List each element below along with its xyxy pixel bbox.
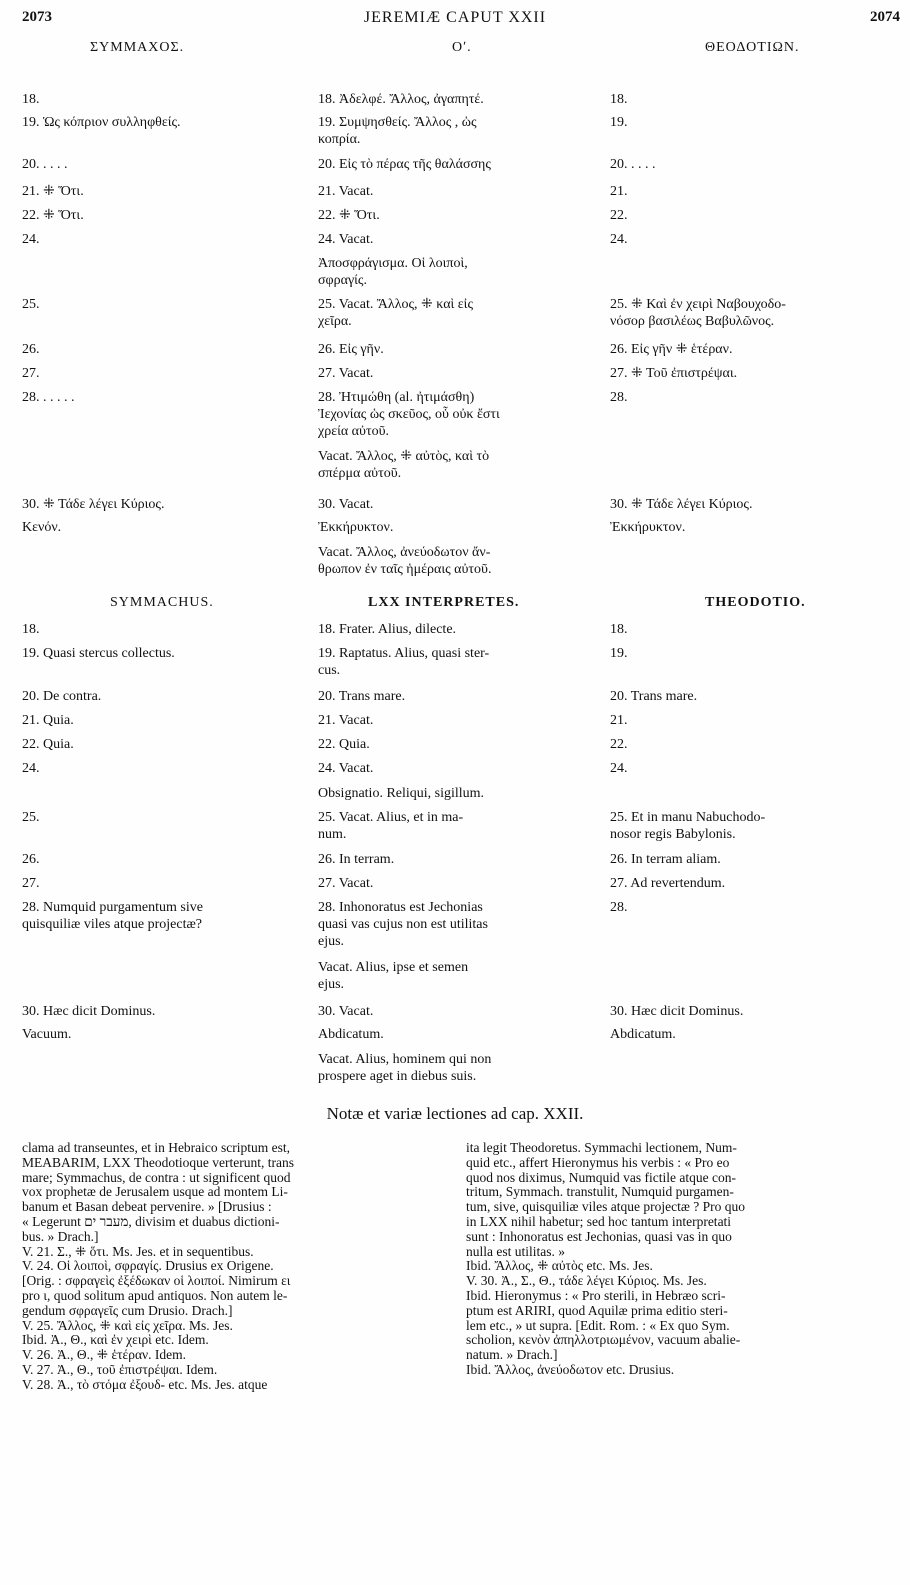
note-line: Ibid. Ἄλλος, ⁜ αὐτὸς etc. Ms. Jes.: [466, 1258, 653, 1274]
text-line: νόσορ βασιλέως Βαβυλῶνος.: [610, 314, 775, 329]
text-line: 20. Trans mare.: [610, 689, 698, 704]
text-line: 24.: [22, 232, 40, 247]
page-number-left: 2073: [22, 9, 52, 25]
text-line: Ἐκκήρυκτον.: [610, 520, 686, 535]
text-line: 22. ⁜ Ὅτι.: [22, 208, 84, 223]
text-line: nosor regis Babylonis.: [610, 827, 736, 842]
text-line: 22. ⁜ Ὅτι.: [318, 208, 380, 223]
text-line: 19. Ὡς κόπριον συλληφθείς.: [22, 115, 181, 130]
text-line: 30. Hæc dicit Dominus.: [22, 1004, 156, 1019]
text-line: 18.: [610, 92, 628, 107]
text-line: 19. Raptatus. Alius, quasi ster-: [318, 646, 490, 661]
text-line: κοπρία.: [318, 132, 361, 147]
text-line: 21.: [610, 184, 628, 199]
note-line: bus. » Drach.]: [22, 1228, 99, 1244]
text-line: 26. Εἰς γῆν.: [318, 342, 384, 357]
text-line: 18.: [22, 622, 40, 637]
text-line: 22.: [610, 208, 628, 223]
note-line: vox prophetæ de Jerusalem usque ad montem Li-: [22, 1184, 288, 1200]
note-line: gendum σφραγεῖς cum Drusio. Drach.]: [22, 1302, 233, 1318]
text-line: quasi vas cujus non est utilitas: [318, 917, 488, 932]
note-line: V. 24. Οἱ λοιποὶ, σφραγίς. Drusius ex Origene.: [22, 1258, 274, 1274]
note-line: V. 21. Σ., ⁜ ὅτι. Ms. Jes. et in sequentibus.: [22, 1243, 254, 1259]
text-line: 22. Quia.: [22, 737, 74, 752]
text-line: 20. Trans mare.: [318, 689, 406, 704]
text-line: Vacuum.: [22, 1027, 72, 1042]
note-line: tritum, Symmach. transtulit, Numquid purgamen-: [466, 1184, 734, 1200]
text-line: 26.: [22, 342, 40, 357]
note-line: lem etc., » ut supra. [Edit. Rom. : « Ex quo Sym.: [466, 1317, 730, 1333]
note-line: natum. » Drach.]: [466, 1347, 558, 1363]
text-line: Ἐκκήρυκτον.: [318, 520, 394, 535]
note-line: MEABARIM, LXX Theodotioque verterunt, trans: [22, 1154, 294, 1170]
text-line: 28. Numquid purgamentum sive: [22, 900, 203, 915]
note-line: clama ad transeuntes, et in Hebraico scriptum est,: [22, 1140, 291, 1155]
text-line: 24. Vacat.: [318, 761, 374, 776]
text-line: 27.: [22, 876, 40, 891]
running-title: JEREMIÆ CAPUT XXII: [363, 9, 547, 26]
notes-right-column: [466, 1141, 896, 1378]
text-line: 22.: [610, 737, 628, 752]
text-line: 27. Ad revertendum.: [610, 876, 726, 891]
text-line: 21. Vacat.: [318, 184, 374, 199]
note-line: ita legit Theodoretus. Symmachi lectionem, Num-: [466, 1140, 737, 1155]
note-line: banum et Basan debeat pervenire. » [Drusius :: [22, 1199, 272, 1215]
text-line: 26.: [22, 852, 40, 867]
text-line: 22. Quia.: [318, 737, 370, 752]
text-line: 25. Vacat. Alius, et in ma-: [318, 810, 464, 825]
text-line: 27. ⁜ Τοῦ ἐπιστρέψαι.: [610, 366, 738, 381]
note-line: quid etc., affert Hieronymus his verbis : « Pro eo: [466, 1154, 730, 1170]
text-line: num.: [318, 827, 347, 842]
text-line: 21.: [610, 713, 628, 728]
text-line: 21. ⁜ Ὅτι.: [22, 184, 84, 199]
heading-symmachos: ΣΥΜΜΑΧΟΣ.: [90, 40, 185, 55]
note-line: « Legerunt מעבר ים, divisim et duabus dictioni-: [22, 1213, 280, 1229]
note-line: V. 26. Ἀ., Θ., ⁜ ἑτέραν. Idem.: [22, 1347, 186, 1363]
text-line: 25.: [22, 297, 40, 312]
text-line: 19. Συμψησθείς. Ἄλλος , ὡς: [318, 115, 477, 130]
text-line: 26. Εἰς γῆν ⁜ ἑτέραν.: [610, 342, 733, 357]
text-line: 24. Vacat.: [318, 232, 374, 247]
text-line: prospere aget in diebus suis.: [318, 1069, 477, 1084]
text-line: 28.: [610, 900, 628, 915]
text-line: 25. Et in manu Nabuchodo-: [610, 810, 766, 825]
note-line: V. 25. Ἄλλος, ⁜ καὶ εἰς χεῖρα. Ms. Jes.: [22, 1317, 233, 1333]
text-line: σφραγίς.: [318, 273, 367, 288]
note-line: tum, sive, quisquiliæ viles atque projectæ ? Pro quo: [466, 1199, 745, 1215]
text-line: 25. Vacat. Ἄλλος, ⁜ καὶ εἰς: [318, 297, 473, 312]
text-line: Vacat. Alius, ipse et semen: [318, 960, 469, 975]
note-line: [Orig. : σφραγεὶς ἐξέδωκαν οἱ λοιποί. Nimirum ει: [22, 1273, 291, 1289]
text-line: 30. ⁜ Τάδε λέγει Κύριος.: [610, 497, 753, 512]
text-line: 30. Vacat.: [318, 1004, 374, 1019]
note-line: Ibid. Ἀ., Θ., καὶ ἐν χειρὶ etc. Idem.: [22, 1332, 209, 1348]
page-number-right: 2074: [870, 9, 900, 25]
text-line: θρωπον ἐν ταῖς ἡμέραις αὐτοῦ.: [318, 562, 492, 577]
notes-left-column: [22, 1141, 450, 1393]
note-line: quod nos diximus, Numquid vas fictile atque con-: [466, 1169, 736, 1185]
note-line: ptum est ARIRI, quod Aquilæ prima editio steri-: [466, 1302, 728, 1318]
text-line: 18. Frater. Alius, dilecte.: [318, 622, 457, 637]
text-line: 30. Hæc dicit Dominus.: [610, 1004, 744, 1019]
text-line: cus.: [318, 663, 341, 678]
notes-title: Notæ et variæ lectiones ad cap. XXII.: [326, 1104, 584, 1123]
text-line: 24.: [610, 761, 628, 776]
note-line: scholion, κενὸν ἀπηλλοτριωμένον, vacuum abalie-: [466, 1332, 741, 1348]
text-line: χεῖρα.: [318, 314, 352, 329]
text-line: 28.: [610, 390, 628, 405]
text-line: ejus.: [318, 977, 345, 992]
text-line: 28. Ἠτιμώθη (al. ἠτιμάσθη): [318, 390, 475, 405]
text-line: 26. In terram aliam.: [610, 852, 721, 867]
text-line: Κενόν.: [22, 520, 62, 535]
text-line: 20. . . . .: [22, 157, 68, 172]
text-line: Vacat. Alius, hominem qui non: [318, 1052, 492, 1067]
note-line: V. 30. Ἀ., Σ., Θ., τάδε λέγει Κύριος. Ms. Jes.: [466, 1273, 707, 1289]
text-line: 21. Quia.: [22, 713, 74, 728]
note-line: in LXX nihil habetur; sed hoc tantum interpretati: [466, 1213, 732, 1229]
note-line: Ibid. Ἄλλος, ἀνεύοδωτον etc. Drusius.: [466, 1361, 675, 1377]
text-line: 18.: [610, 622, 628, 637]
text-line: Abdicatum.: [610, 1027, 676, 1042]
text-line: Vacat. Ἄλλος, ⁜ αὐτὸς, καὶ τὸ: [318, 449, 490, 464]
text-line: Abdicatum.: [318, 1027, 384, 1042]
text-line: 27. Vacat.: [318, 366, 374, 381]
heading-lxx-interpretes: LXX INTERPRETES.: [368, 595, 520, 610]
text-line: 25. ⁜ Καὶ ἐν χειρὶ Ναβουχοδο-: [610, 297, 786, 312]
text-line: quisquiliæ viles atque projectæ?: [22, 917, 203, 932]
note-line: V. 28. Ἀ., τὸ στόμα ἐξουδ- etc. Ms. Jes. atque: [22, 1376, 268, 1392]
text-line: Ἀποσφράγισμα. Οἱ λοιποὶ,: [318, 256, 468, 271]
text-line: 19.: [610, 646, 628, 661]
text-line: 30. ⁜ Τάδε λέγει Κύριος.: [22, 497, 165, 512]
note-line: V. 27. Ἀ., Θ., τοῦ ἐπιστρέψαι. Idem.: [22, 1361, 218, 1377]
text-line: 24.: [22, 761, 40, 776]
text-line: 18.: [22, 92, 40, 107]
text-line: 27.: [22, 366, 40, 381]
note-line: sunt : Inhonoratus est Jechonias, quasi vas in quo: [466, 1228, 732, 1244]
note-line: pro ι, quod solitum apud antiquos. Non autem le-: [22, 1287, 288, 1303]
text-line: Obsignatio. Reliqui, sigillum.: [318, 786, 485, 801]
text-line: σπέρμα αὐτοῦ.: [318, 466, 402, 481]
text-line: ejus.: [318, 934, 345, 949]
text-line: 28. Inhonoratus est Jechonias: [318, 900, 483, 915]
text-line: 18. Ἀδελφέ. Ἄλλος, ἀγαπητέ.: [318, 92, 484, 107]
text-line: 21. Vacat.: [318, 713, 374, 728]
heading-theodotio: THEODOTIO.: [705, 595, 806, 610]
text-line: χρεία αὐτοῦ.: [318, 424, 390, 439]
heading-lxx-greek: Οʹ.: [452, 40, 472, 55]
text-line: 20. De contra.: [22, 689, 102, 704]
text-line: Ἰεχονίας ὡς σκεῦος, οὗ οὐκ ἔστι: [318, 407, 500, 422]
text-line: 28. . . . . .: [22, 390, 75, 405]
note-line: nulla est utilitas. »: [466, 1243, 565, 1259]
text-line: 19. Quasi stercus collectus.: [22, 646, 175, 661]
text-line: 25.: [22, 810, 40, 825]
text-line: 24.: [610, 232, 628, 247]
heading-symmachus: SYMMACHUS.: [110, 595, 214, 610]
text-line: 27. Vacat.: [318, 876, 374, 891]
text-line: Vacat. Ἄλλος, ἀνεύοδωτον ἄν-: [318, 545, 491, 560]
heading-theodotion: ΘΕΟΔΟΤΙΩΝ.: [705, 40, 800, 55]
text-line: 20. Εἰς τὸ πέρας τῆς θαλάσσης: [318, 157, 491, 172]
text-line: 19.: [610, 115, 628, 130]
note-line: Ibid. Hieronymus : « Pro sterili, in Hebræo scri-: [466, 1287, 726, 1303]
text-line: 20. . . . .: [610, 157, 656, 172]
text-line: 30. Vacat.: [318, 497, 374, 512]
text-line: 26. In terram.: [318, 852, 395, 867]
note-line: mare; Symmachus, de contra : ut significent quod: [22, 1169, 291, 1185]
